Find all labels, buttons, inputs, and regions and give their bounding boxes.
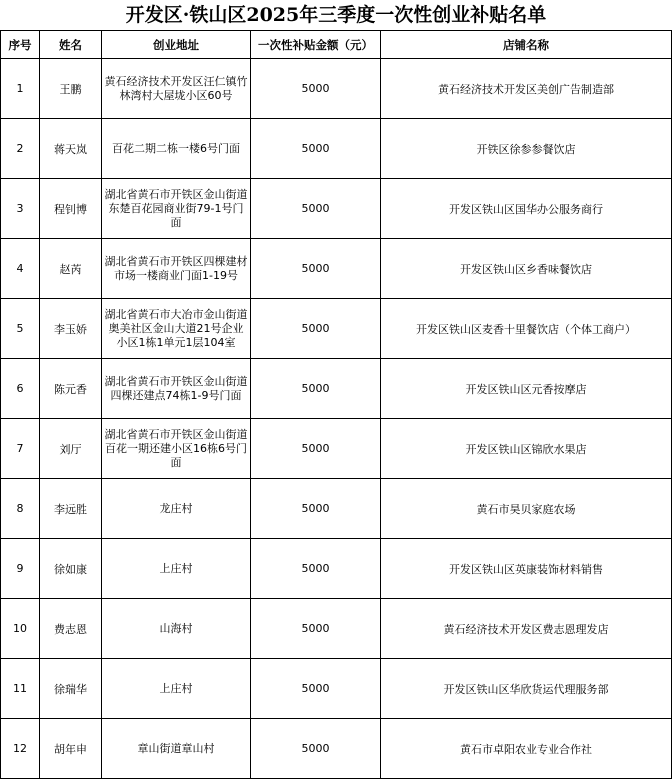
cell-shop: 黄石经济技术开发区美创广告制造部 <box>381 59 672 119</box>
cell-amount: 5000 <box>251 539 381 599</box>
cell-shop: 开发区铁山区国华办公服务商行 <box>381 179 672 239</box>
cell-name: 程钊博 <box>40 179 102 239</box>
cell-shop: 开发区铁山区元香按摩店 <box>381 359 672 419</box>
cell-name: 赵芮 <box>40 239 102 299</box>
cell-shop: 黄石经济技术开发区费志恩理发店 <box>381 599 672 659</box>
header-address: 创业地址 <box>102 31 251 59</box>
cell-address: 黄石经济技术开发区汪仁镇竹林湾村大屋垅小区60号 <box>102 59 251 119</box>
cell-address: 湖北省黄石市大冶市金山街道奥美社区金山大道21号企业小区1栋1单元1层104室 <box>102 299 251 359</box>
cell-amount: 5000 <box>251 479 381 539</box>
cell-address: 龙庄村 <box>102 479 251 539</box>
cell-shop: 开发区铁山区英康装饰材料销售 <box>381 539 672 599</box>
header-row <box>1 31 672 59</box>
cell-shop: 开发区铁山区华欣货运代理服务部 <box>381 659 672 719</box>
header-name: 姓名 <box>40 31 102 59</box>
cell-index: 1 <box>1 59 40 119</box>
header-amount: 一次性补贴金额（元） <box>251 31 381 59</box>
cell-index: 7 <box>1 419 40 479</box>
cell-amount: 5000 <box>251 659 381 719</box>
cell-shop: 开发区铁山区乡香味餐饮店 <box>381 239 672 299</box>
cell-address: 上庄村 <box>102 659 251 719</box>
cell-amount: 5000 <box>251 59 381 119</box>
cell-address: 湖北省黄石市开铁区金山街道东楚百花园商业街79-1号门面 <box>102 179 251 239</box>
cell-index: 10 <box>1 599 40 659</box>
cell-index: 6 <box>1 359 40 419</box>
table-row <box>1 479 672 539</box>
table-row <box>1 419 672 479</box>
cell-shop: 开发区铁山区麦香十里餐饮店（个体工商户） <box>381 299 672 359</box>
cell-name: 李远胜 <box>40 479 102 539</box>
cell-index: 4 <box>1 239 40 299</box>
table-row <box>1 359 672 419</box>
cell-name: 徐瑞华 <box>40 659 102 719</box>
cell-address: 山海村 <box>102 599 251 659</box>
cell-index: 3 <box>1 179 40 239</box>
header-index: 序号 <box>1 31 40 59</box>
cell-index: 5 <box>1 299 40 359</box>
cell-name: 蒋天岚 <box>40 119 102 179</box>
cell-index: 11 <box>1 659 40 719</box>
cell-index: 8 <box>1 479 40 539</box>
table-row <box>1 539 672 599</box>
cell-address: 上庄村 <box>102 539 251 599</box>
cell-amount: 5000 <box>251 719 381 779</box>
cell-shop: 开发区铁山区锦欣水果店 <box>381 419 672 479</box>
cell-address: 湖北省黄石市开铁区四棵建材市场一楼商业门面1-19号 <box>102 239 251 299</box>
cell-address: 湖北省黄石市开铁区金山街道百花一期还建小区16栋6号门面 <box>102 419 251 479</box>
table-row <box>1 119 672 179</box>
cell-name: 徐如康 <box>40 539 102 599</box>
cell-name: 李玉娇 <box>40 299 102 359</box>
cell-shop: 开铁区徐参参餐饮店 <box>381 119 672 179</box>
cell-amount: 5000 <box>251 419 381 479</box>
table-row <box>1 719 672 779</box>
cell-amount: 5000 <box>251 179 381 239</box>
table-row <box>1 599 672 659</box>
table-row <box>1 659 672 719</box>
cell-index: 12 <box>1 719 40 779</box>
table-row <box>1 179 672 239</box>
page-title: 开发区·铁山区2025年三季度一次性创业补贴名单 <box>125 4 547 26</box>
subsidy-table <box>0 30 672 779</box>
cell-address: 百花二期二栋一楼6号门面 <box>102 119 251 179</box>
cell-amount: 5000 <box>251 239 381 299</box>
cell-name: 胡年申 <box>40 719 102 779</box>
cell-index: 9 <box>1 539 40 599</box>
cell-index: 2 <box>1 119 40 179</box>
cell-name: 王鹏 <box>40 59 102 119</box>
table-row <box>1 299 672 359</box>
header-shop: 店铺名称 <box>381 31 672 59</box>
table-row <box>1 239 672 299</box>
cell-shop: 黄石市昊贝家庭农场 <box>381 479 672 539</box>
cell-name: 陈元香 <box>40 359 102 419</box>
cell-shop: 黄石市卓阳农业专业合作社 <box>381 719 672 779</box>
cell-address: 湖北省黄石市开铁区金山街道四棵还建点74栋1-9号门面 <box>102 359 251 419</box>
cell-amount: 5000 <box>251 359 381 419</box>
cell-amount: 5000 <box>251 599 381 659</box>
cell-amount: 5000 <box>251 119 381 179</box>
cell-address: 章山街道章山村 <box>102 719 251 779</box>
cell-name: 刘厅 <box>40 419 102 479</box>
cell-name: 费志恩 <box>40 599 102 659</box>
table-row <box>1 59 672 119</box>
cell-amount: 5000 <box>251 299 381 359</box>
